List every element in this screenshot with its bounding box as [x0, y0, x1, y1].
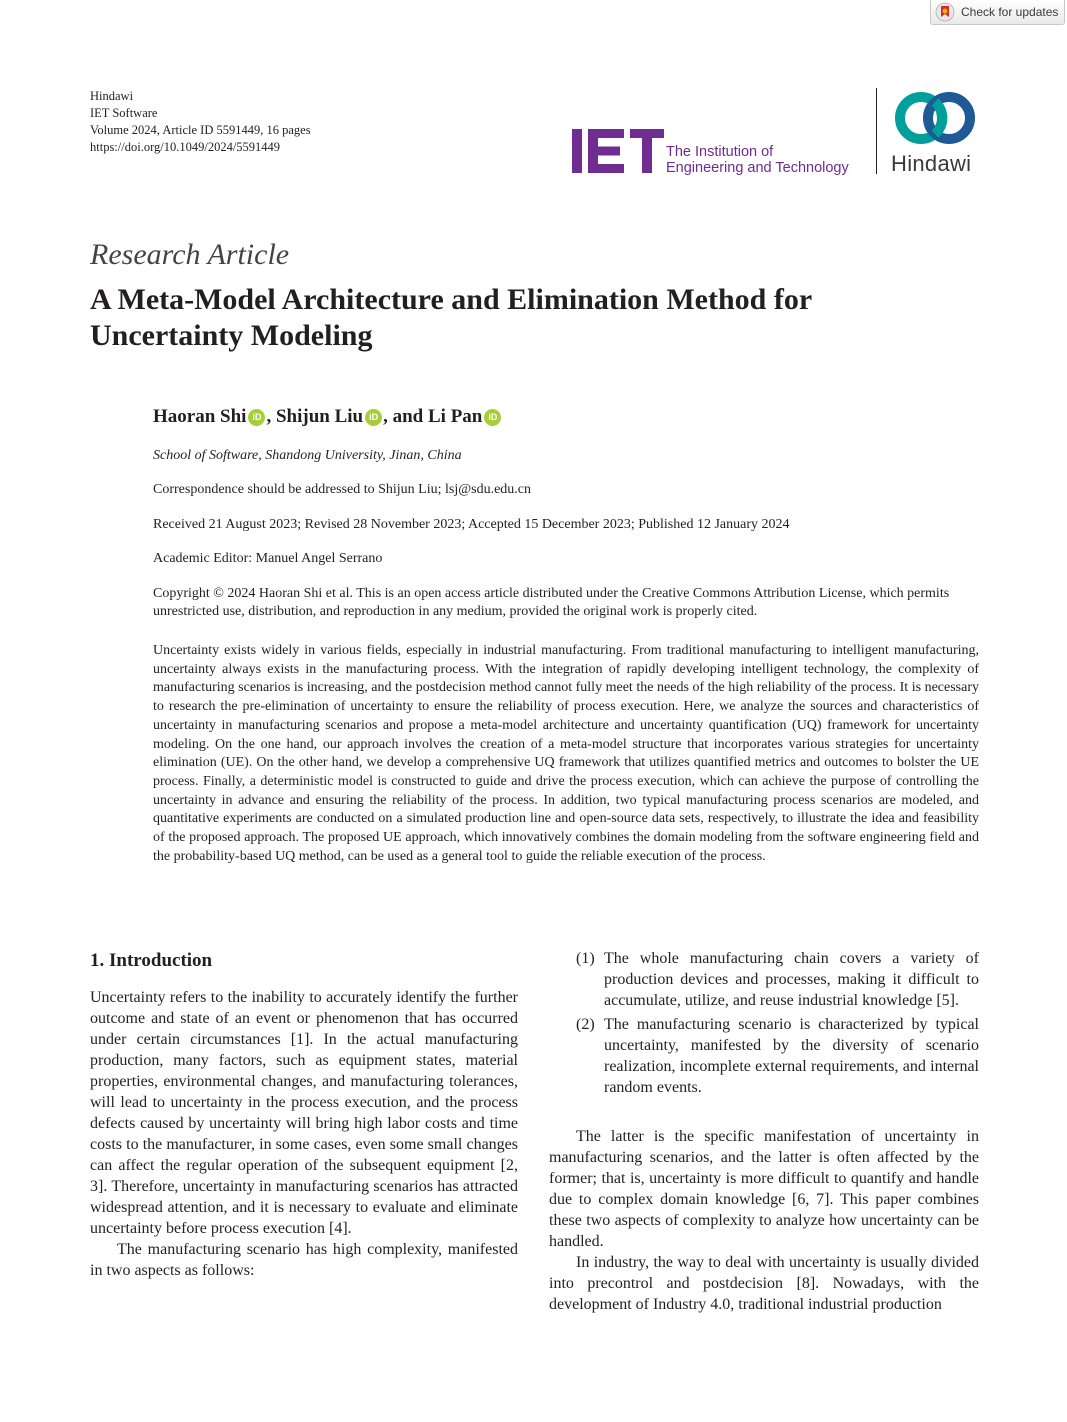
copyright-notice: Copyright © 2024 Haoran Shi et al. This is an open access article distributed under the Creative Commons Attribution License, which permits unrestricted use, distribution, and reproduction in any medium, provided the original work is properly cited. [153, 586, 950, 619]
volume-info: Volume 2024, Article ID 5591449, 16 pages [90, 123, 311, 137]
academic-editor: Academic Editor: Manuel Angel Serrano [153, 551, 383, 566]
article-title [90, 282, 970, 354]
paragraph: The manufacturing scenario has high complexity, manifested in two aspects as follows: [90, 1241, 518, 1279]
journal-name: IET Software [90, 106, 158, 120]
paragraph: Uncertainty refers to the inability to accurately identify the further outcome and state of an event or phenomenon that has occurred under certain circumstances [1]. In the actual manufacturing production, many factors, such as equipment states, material properties, environmental changes, and manufacturing tolerances, will lead to uncertainty in the process execution, and the process defects caused by uncertainty will bring high labor costs and time costs to the manufacturer, in some cases, even some small changes can affect the regular operation of the subsequent equipment [2, 3]. Therefore, uncertainty in manufacturing scenarios has attracted widespread attention, and it is necessary to evaluate and eliminate uncertainty before process execution [4]. [90, 989, 518, 1237]
paragraph: In industry, the way to deal with uncertainty is usually divided into precontrol and postdecision [8]. Nowadays, with the development of Industry 4.0, traditional industrial production [549, 1254, 979, 1313]
spacer [549, 1101, 979, 1126]
paragraph: The latter is the specific manifestation of uncertainty in manufacturing scenarios, and the latter is often affected by the former; that is, uncertainty is more difficult to quantify and handle due to complex domain knowledge [6, 7]. This paper combines these two aspects of complexity to analyze how uncertainty can be handled. [549, 1128, 979, 1250]
correspondence: Correspondence should be addressed to Shijun Liu; lsj@sdu.edu.cn [153, 482, 531, 497]
hindawi-logo-icon [891, 88, 979, 148]
check-for-updates-label: Check for updates [961, 5, 1059, 19]
section-heading: 1. Introduction [90, 950, 213, 971]
list-number: (2) [576, 1016, 595, 1033]
orcid-icon[interactable]: iD [248, 409, 265, 426]
iet-line-2: Engineering and Technology [666, 160, 849, 176]
right-column [549, 948, 979, 1315]
list-item [549, 948, 979, 1011]
orcid-icon[interactable]: iD [365, 409, 382, 426]
list-number: (1) [576, 950, 595, 967]
left-column [90, 987, 518, 1281]
title-line-1: A Meta-Model Architecture and Elimination Method for [90, 283, 813, 316]
list-item [549, 1014, 979, 1098]
crossmark-icon [935, 2, 955, 22]
author-list [153, 406, 502, 428]
author-separator: , [266, 406, 272, 427]
affiliation: School of Software, Shandong University, Jinan, China [153, 448, 462, 463]
author-name[interactable]: Haoran Shi [153, 406, 247, 427]
title-line-2: Uncertainty Modeling [90, 319, 373, 352]
orcid-icon[interactable]: iD [484, 409, 501, 426]
logo-divider [876, 88, 877, 174]
iet-wordmark [666, 144, 849, 176]
check-for-updates-button[interactable] [930, 0, 1065, 25]
list-text: The whole manufacturing chain covers a variety of production devices and processes, making it difficult to accumulate, utilize, and reuse industrial knowledge [5]. [604, 950, 979, 1009]
abstract: Uncertainty exists widely in various fields, especially in industrial manufacturing. From traditional manufacturing to intelligent manufacturing, uncertainty always exists in the manufacturing process. With the integration of rapidly developing intelligent technology, the complexity of manufacturing scenarios is increasing, and the postdecision method cannot fully meet the needs of the high reliability of the process. It is necessary to research the pre-elimination of uncertainty to ensure the reliability of process execution. Here, we analyze the sources and characteristics of uncertainty in manufacturing scenarios and propose a meta-model architecture and uncertainty quantification (UQ) framework for uncertainty modeling. On the one hand, our approach involves the creation of a meta-model structure that incorporates various strategies for uncertainty elimination (UE). On the other hand, we develop a comprehensive UQ framework that utilizes quantified metrics and outcomes to bolster the UE process. Finally, a deterministic model is constructed to guide and drive the process execution, which can achieve the purpose of controlling the uncertainty in advance and ensuring the reliability of the process. In addition, two typical manufacturing process scenarios are modeled, and quantitative experiments are conducted on a simulated production line and open-source data sets, respectively, to illustrate the idea and feasibility of the proposed approach. The proposed UE approach, which innovatively combines the domain modeling from the software engineering field and the probability-based UQ method, can be used as a general tool to guide the reliable execution of the process. [153, 643, 979, 864]
publisher-name: Hindawi [90, 89, 134, 103]
author-name[interactable]: Shijun Liu [275, 406, 364, 427]
journal-meta [90, 88, 311, 156]
author-separator: , [383, 406, 388, 427]
publication-dates: Received 21 August 2023; Revised 28 November 2023; Accepted 15 December 2023; Published 12 January 2024 [153, 517, 790, 532]
doi-link[interactable]: https://doi.org/10.1049/2024/5591449 [90, 140, 281, 154]
author-name[interactable]: and Li Pan [392, 406, 483, 427]
hindawi-wordmark: Hindawi [891, 151, 972, 176]
iet-line-1: The Institution of [666, 144, 774, 160]
list-text: The manufacturing scenario is characterized by typical uncertainty, manifested by the diversity of scenario realization, incomplete external requirements, and internal random events. [604, 1016, 979, 1096]
article-type: Research Article [90, 238, 290, 271]
